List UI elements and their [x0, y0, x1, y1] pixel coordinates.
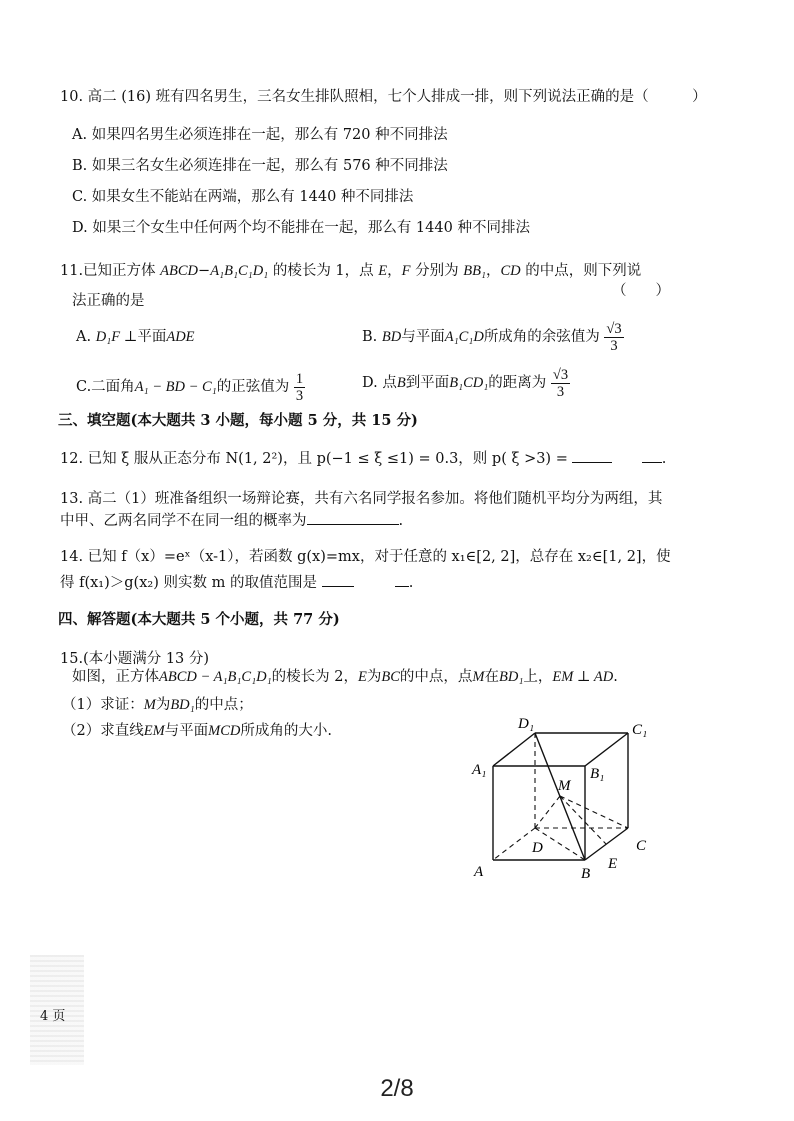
section-4-heading: 四、解答题(本大题共 5 个小题，共 77 分) [58, 611, 340, 628]
label-A1: A₁ [472, 762, 487, 778]
label-B1: B₁ [590, 766, 605, 782]
label-D1: D₁ [518, 716, 535, 732]
q10-option-c: C. 如果女生不能站在两端，那么有 1440 种不同排法 [72, 189, 414, 205]
q10-option-a: A. 如果四名男生必须连排在一起，那么有 720 种不同排法 [72, 127, 448, 143]
cube-figure [460, 708, 670, 888]
label-C1: C₁ [632, 722, 648, 738]
q15-part2: （2）求直线EM与平面MCD所成角的大小. [62, 723, 333, 739]
q11-option-c: C.二面角A₁ − BD − C₁的正弦值为 $\frac{1}{3}$ [76, 370, 304, 404]
q11-answer-paren: （ ） [612, 283, 670, 299]
section-3-heading: 三、填空题(本大题共 3 小题，每小题 5 分，共 15 分) [58, 412, 418, 429]
label-B: B [581, 866, 591, 882]
q11-d-fraction: $\frac{√3}{3}$ [552, 366, 569, 400]
q11-c-fraction: $\frac{1}{3}$ [295, 370, 304, 404]
label-D: D [532, 840, 543, 856]
label-M: M [558, 778, 571, 794]
q14-blank[interactable] [322, 574, 354, 587]
q15-stem: 如图，正方体ABCD − A₁B₁C₁D₁的棱长为 2，E为BC的中点，点M在BD₁上，EM ⊥ AD. [72, 669, 618, 685]
cube-hidden-edges [493, 733, 628, 860]
q10-stem: 10. 高二 (16) 班有四名男生，三名女生排队照相，七个人排成一排，则下列说法正确的是（ ） [60, 89, 707, 105]
label-A: A [474, 864, 484, 880]
q15-part1: （1）求证：M为BD₁的中点； [62, 697, 253, 713]
q11-option-b: B. BD与平面A₁C₁D所成角的余弦值为 $\frac{√3}{3}$ [362, 320, 622, 354]
q11-option-a: A. D₁F ⊥平面ADE [76, 329, 195, 345]
q12-blank[interactable] [572, 450, 612, 463]
label-E: E [608, 856, 618, 872]
q12: 12. 已知 ξ 服从正态分布 N(1, 2²)，且 p(−1 ≤ ξ ≤1) = 0.3，则 p( ξ >3) = . [60, 451, 667, 467]
q14-line2: 得 f(x₁)＞g(x₂) 则实数 m 的取值范围是 . [60, 575, 414, 591]
q11-stem-line1: 11.已知正方体 ABCD−A₁B₁C₁D₁ 的棱长为 1，点 E，F 分别为 BB₁，CD 的中点，则下列说 [60, 263, 642, 279]
side-page-label: 4 页 [40, 1009, 66, 1024]
label-C: C [636, 838, 647, 854]
q14-line1: 14. 已知 f（x）=eˣ（x-1），若函数 g(x)=mx，对于任意的 x₁∈[2, 2]，总存在 x₂∈[1, 2]，使 [60, 549, 671, 565]
q11-option-d: D. 点B到平面B₁CD₁的距离为 $\frac{√3}{3}$ [362, 366, 569, 400]
page-number: 2/8 [380, 1075, 414, 1102]
q15-head: 15.(本小题满分 13 分) [60, 651, 210, 667]
q10-option-b: B. 如果三名女生必须连排在一起，那么有 576 种不同排法 [72, 158, 448, 174]
q13-line2: 中甲、乙两名同学不在同一组的概率为 . [60, 513, 404, 529]
q13-line1: 13. 高二（1）班准备组织一场辩论赛，共有六名同学报名参加。将他们随机平均分为两组，其 [60, 491, 663, 507]
q13-blank[interactable] [307, 512, 399, 525]
q11-b-fraction: $\frac{√3}{3}$ [606, 320, 622, 354]
q11-stem-line2: 法正确的是 [72, 293, 145, 309]
q10-option-d: D. 如果三个女生中任何两个均不能排在一起，那么有 1440 种不同排法 [72, 220, 530, 236]
